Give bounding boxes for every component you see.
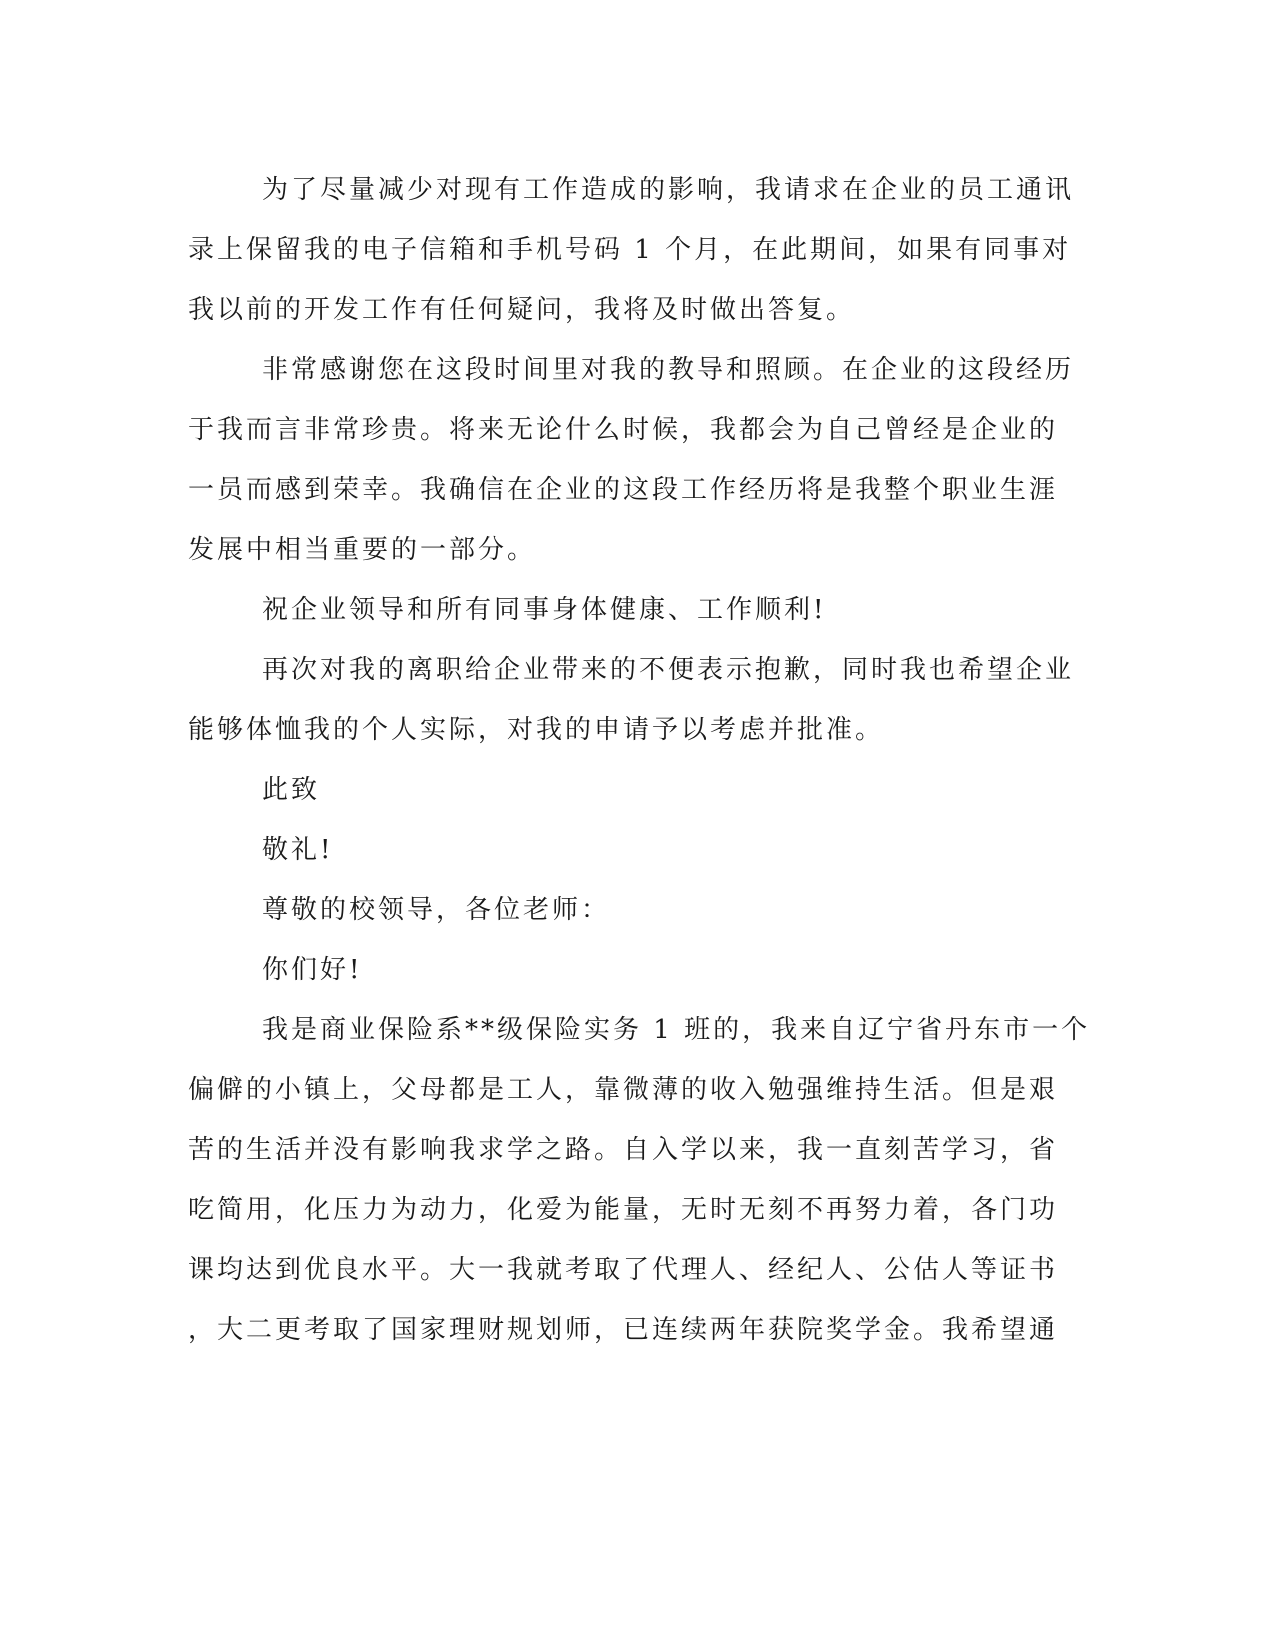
- text-line: 我是商业保险系**级保险实务 1 班的，我来自辽宁省丹东市一个: [262, 1015, 1091, 1045]
- text-line: 我以前的开发工作有任何疑问，我将及时做出答复。: [188, 295, 856, 325]
- text-line: 吃简用，化压力为动力，化爱为能量，无时无刻不再努力着，各门功: [188, 1195, 1059, 1225]
- body-text: [188, 160, 1091, 1360]
- text-line: 苦的生活并没有影响我求学之路。自入学以来，我一直刻苦学习，省: [188, 1135, 1059, 1165]
- text-line: 一员而感到荣幸。我确信在企业的这段工作经历将是我整个职业生涯: [188, 475, 1059, 505]
- text-line: 课均达到优良水平。大一我就考取了代理人、经纪人、公估人等证书: [188, 1255, 1059, 1285]
- text-line: 为了尽量减少对现有工作造成的影响，我请求在企业的员工通讯: [262, 175, 1075, 205]
- text-line: 能够体恤我的个人实际，对我的申请予以考虑并批准。: [188, 715, 885, 745]
- text-line: 偏僻的小镇上，父母都是工人，靠微薄的收入勉强维持生活。但是艰: [188, 1075, 1059, 1105]
- text-line: 于我而言非常珍贵。将来无论什么时候，我都会为自己曾经是企业的: [188, 415, 1059, 445]
- text-line: 祝企业领导和所有同事身体健康、工作顺利!: [262, 595, 827, 625]
- text-line: 再次对我的离职给企业带来的不便表示抱歉，同时我也希望企业: [262, 655, 1075, 685]
- text-line: 发展中相当重要的一部分。: [188, 535, 537, 565]
- text-line: 此致: [262, 775, 321, 805]
- text-line: 敬礼!: [262, 835, 334, 865]
- text-line: 非常感谢您在这段时间里对我的教导和照顾。在企业的这段经历: [262, 355, 1075, 385]
- text-line: 录上保留我的电子信箱和手机号码 1 个月，在此期间，如果有同事对: [188, 235, 1072, 265]
- text-line: 尊敬的校领导，各位老师：: [262, 895, 611, 925]
- text-line: ，大二更考取了国家理财规划师，已连续两年获院奖学金。我希望通: [188, 1315, 1059, 1345]
- text-line: 你们好!: [262, 955, 363, 985]
